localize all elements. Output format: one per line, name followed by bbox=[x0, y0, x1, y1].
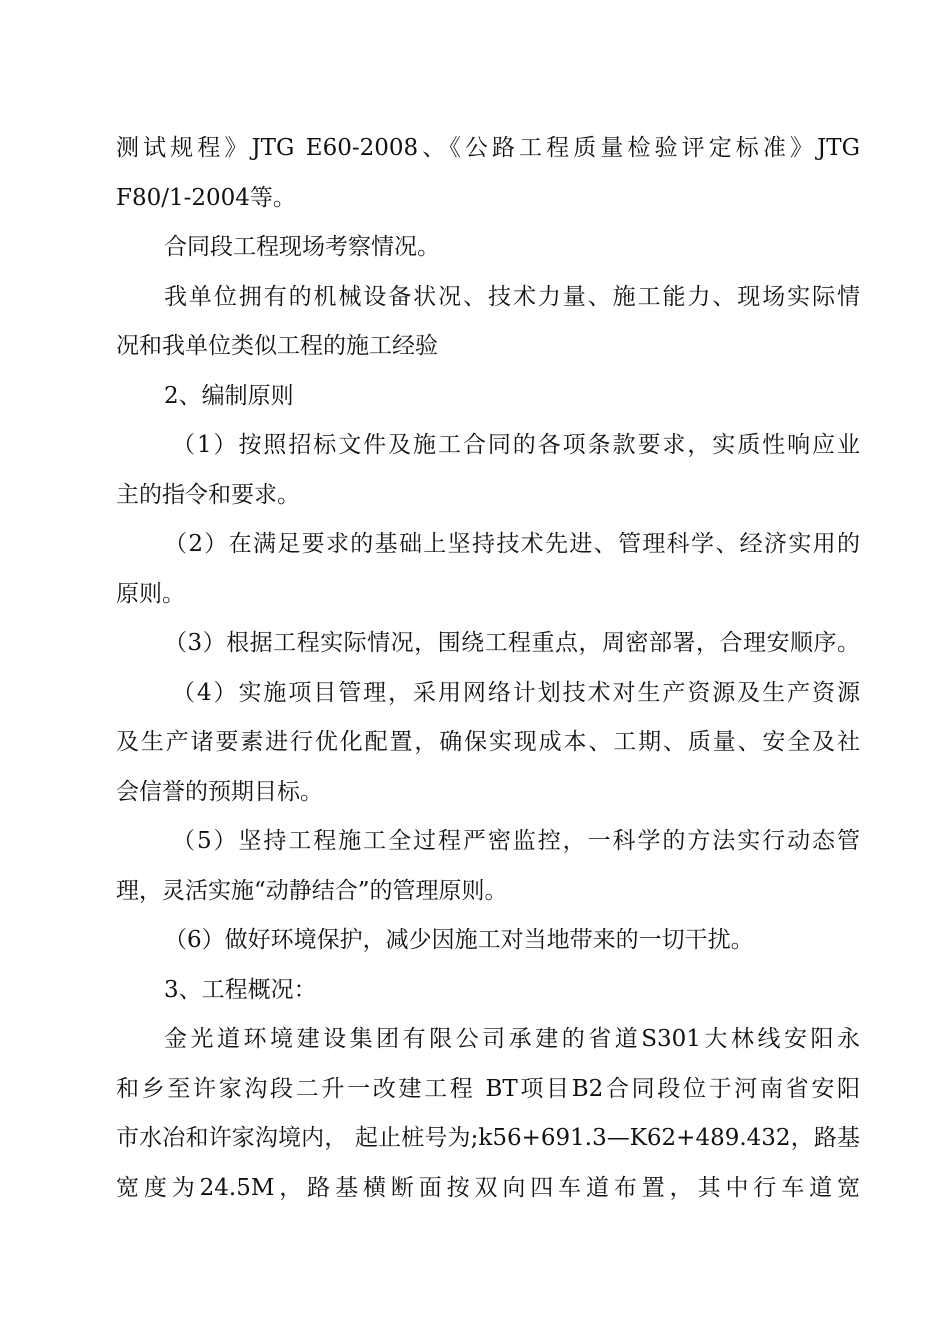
text-line-21: 市水冶和许家沟境内， 起止桩号为;k56+691.3—K62+489.432，路基 bbox=[116, 1125, 860, 1151]
text-line-20: 和乡至许家沟段二升一改建工程 BT项目B2合同段位于河南省安阳 bbox=[116, 1075, 860, 1102]
text-line-7: （1）按照招标文件及施工合同的各项条款要求，实质性响应业 bbox=[172, 432, 860, 458]
text-line-19: 金光道环境建设集团有限公司承建的省道S301大林线安阳永 bbox=[164, 1026, 860, 1052]
text-line-4: 我单位拥有的机械设备状况、技术力量、施工能力、现场实际情 bbox=[164, 283, 860, 310]
text-line-9: （2）在满足要求的基础上坚持技术先进、管理科学、经济实用的 bbox=[164, 531, 860, 557]
text-line-12: （4）实施项目管理，采用网络计划技术对生产资源及生产资源 bbox=[172, 679, 860, 706]
section-heading-3: 3、工程概况： bbox=[164, 976, 317, 1003]
text-line-8: 主的指令和要求。 bbox=[116, 481, 300, 508]
text-line-2: F80/1-2004等。 bbox=[116, 184, 296, 211]
text-line-5: 况和我单位类似工程的施工经验 bbox=[116, 333, 438, 359]
text-line-13: 及生产诸要素进行优化配置，确保实现成本、工期、质量、安全及社 bbox=[116, 729, 860, 755]
text-line-16: 理，灵活实施“动静结合”的管理原则。 bbox=[116, 877, 508, 904]
text-line-22: 宽度为24.5M，路基横断面按双向四车道布置，其中行车道宽 bbox=[116, 1174, 860, 1201]
text-line-15: （5）坚持工程施工全过程严密监控，一科学的方法实行动态管 bbox=[172, 828, 860, 854]
section-heading-2: 2、编制原则 bbox=[164, 382, 294, 409]
text-line-14: 会信誉的预期目标。 bbox=[116, 778, 323, 805]
text-line-10: 原则。 bbox=[116, 580, 185, 607]
text-line-1: 测试规程》JTG E60-2008、《公路工程质量检验评定标准》JTG bbox=[116, 135, 860, 161]
text-line-3: 合同段工程现场考察情况。 bbox=[164, 234, 440, 260]
text-line-17: （6）做好环境保护，减少因施工对当地带来的一切干扰。 bbox=[164, 927, 754, 953]
text-line-11: （3）根据工程实际情况，围绕工程重点，周密部署，合理安顺序。 bbox=[164, 630, 860, 656]
document-page bbox=[116, 124, 860, 1213]
